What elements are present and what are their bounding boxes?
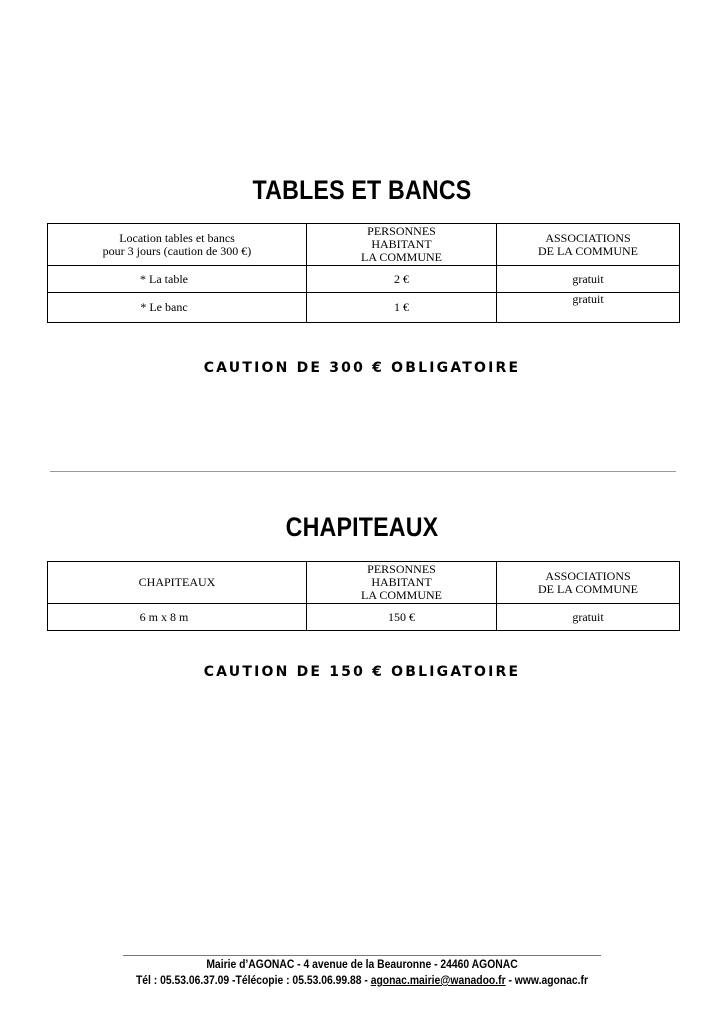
caution-300-notice: CAUTION DE 300 € OBLIGATOIRE: [203, 360, 521, 376]
row-resident-price: 1 €: [307, 293, 497, 323]
header-residents-line3: LA COMMUNE: [360, 250, 442, 264]
header-residents-line2: HABITANT: [371, 575, 432, 589]
header-chapiteaux-cell: CHAPITEAUX: [48, 562, 307, 604]
header-associations-cell: [497, 562, 680, 604]
header-residents-line1: PERSONNES: [367, 562, 436, 576]
table-row: [48, 266, 680, 293]
header-location-line2: pour 3 jours (caution de 300 €): [102, 243, 252, 258]
footer-email-link[interactable]: agonac.mairie@wanadoo.fr: [370, 975, 506, 987]
header-associations-line1: ASSOCIATIONS: [545, 568, 631, 583]
tables-bancs-table: [47, 223, 680, 323]
row-association-price: gratuit: [497, 266, 680, 293]
footer-divider: [123, 955, 601, 956]
header-location-cell: [48, 224, 307, 266]
tables-bancs-title: TABLES ET BANCS: [252, 175, 472, 205]
row-association-price: gratuit: [497, 604, 680, 631]
header-location-line1: Location tables et bancs: [119, 230, 235, 245]
header-associations-cell: [497, 224, 680, 266]
header-residents-line2: HABITANT: [371, 237, 432, 251]
row-label: * Le banc: [48, 293, 307, 323]
row-association-price: gratuit: [497, 293, 680, 323]
header-associations-line2: DE LA COMMUNE: [537, 243, 638, 258]
footer-contact: [36, 975, 688, 987]
header-residents-cell: [307, 562, 497, 604]
footer-address: Mairie d’AGONAC - 4 avenue de la Beauronne - 24460 AGONAC: [206, 959, 518, 971]
chapiteaux-table: [47, 561, 680, 631]
row-resident-price: 2 €: [307, 266, 497, 293]
table-header-row: [48, 562, 680, 604]
header-associations-line2: DE LA COMMUNE: [537, 581, 638, 596]
row-resident-price: 150 €: [307, 604, 497, 631]
chapiteaux-title: CHAPITEAUX: [285, 512, 439, 542]
header-residents-line3: LA COMMUNE: [360, 588, 442, 602]
row-label: 6 m x 8 m: [48, 604, 307, 631]
footer-contact-phones: Tél : 05.53.06.37.09 -Télécopie : 05.53.06.99.88 -: [135, 975, 371, 987]
table-header-row: [48, 224, 680, 266]
section-divider: [50, 471, 676, 472]
header-residents-cell: [307, 224, 497, 266]
footer-website[interactable]: - www.agonac.fr: [505, 975, 589, 987]
caution-150-notice: CAUTION DE 150 € OBLIGATOIRE: [203, 664, 521, 680]
row-label: * La table: [48, 266, 307, 293]
header-associations-line1: ASSOCIATIONS: [545, 230, 631, 245]
table-row: [48, 293, 680, 323]
table-row: [48, 604, 680, 631]
header-residents-line1: PERSONNES: [367, 224, 436, 238]
